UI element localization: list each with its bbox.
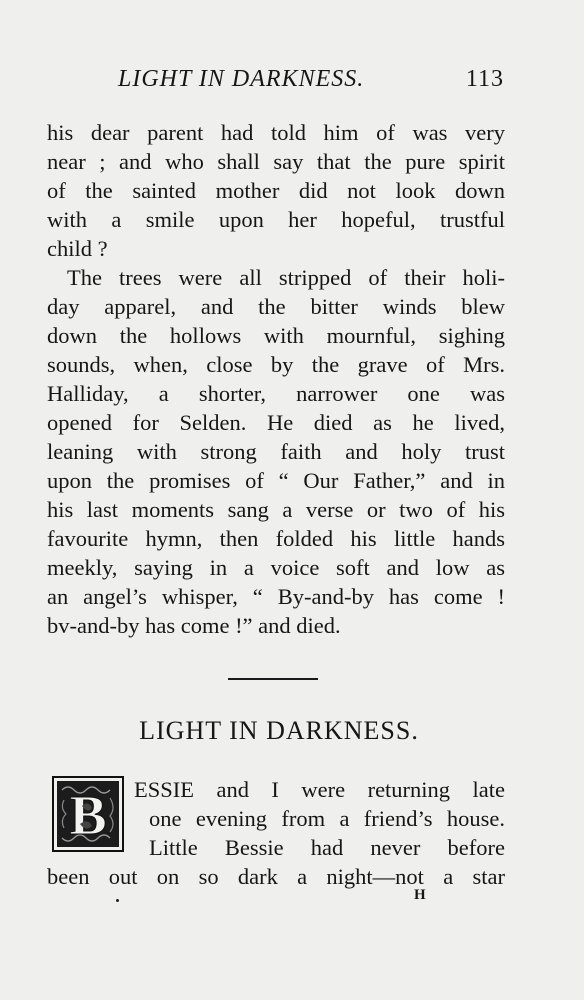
text-line: his last moments sang a verse or two of his bbox=[47, 497, 505, 522]
text-line: ESSIE and I were returning late bbox=[134, 777, 505, 802]
text-line: The trees were all stripped of their holi- bbox=[67, 265, 505, 290]
text-line: been out on so dark a night—not a star bbox=[47, 864, 505, 889]
printer-dot bbox=[116, 899, 119, 902]
text-line: near ; and who shall say that the pure spirit bbox=[47, 149, 505, 174]
text-line: meekly, saying in a voice soft and low as bbox=[47, 555, 505, 580]
text-line: bv-and-by has come !” and died. bbox=[47, 613, 341, 638]
section-heading: LIGHT IN DARKNESS. bbox=[139, 716, 419, 745]
text-line: sounds, when, close by the grave of Mrs. bbox=[47, 352, 505, 377]
ornamental-drop-cap bbox=[52, 776, 124, 852]
text-line: favourite hymn, then folded his little hands bbox=[47, 526, 505, 551]
section-divider bbox=[228, 678, 318, 680]
text-line: with a smile upon her hopeful, trustful bbox=[47, 207, 505, 232]
text-line: upon the promises of “ Our Father,” and in bbox=[47, 468, 505, 493]
page-number: 113 bbox=[465, 66, 504, 92]
text-line: child ? bbox=[47, 236, 108, 261]
text-line: one evening from a friend’s house. bbox=[149, 806, 505, 831]
running-head bbox=[118, 66, 510, 100]
text-line: down the hollows with mournful, sighing bbox=[47, 323, 505, 348]
running-title: LIGHT IN DARKNESS. bbox=[118, 66, 365, 92]
text-line: an angel’s whisper, “ By-and-by has come ! bbox=[47, 584, 505, 609]
drop-cap-letter: B bbox=[69, 785, 107, 847]
text-line: leaning with strong faith and holy trust bbox=[47, 439, 505, 464]
text-line: Halliday, a shorter, narrower one was bbox=[47, 381, 505, 406]
signature-mark: H bbox=[414, 887, 426, 903]
text-line: opened for Selden. He died as he lived, bbox=[47, 410, 505, 435]
text-line: his dear parent had told him of was very bbox=[47, 120, 505, 145]
text-line: day apparel, and the bitter winds blew bbox=[47, 294, 505, 319]
text-line: of the sainted mother did not look down bbox=[47, 178, 505, 203]
drop-cap-ornament bbox=[52, 776, 124, 852]
text-line: Little Bessie had never before bbox=[149, 835, 505, 860]
